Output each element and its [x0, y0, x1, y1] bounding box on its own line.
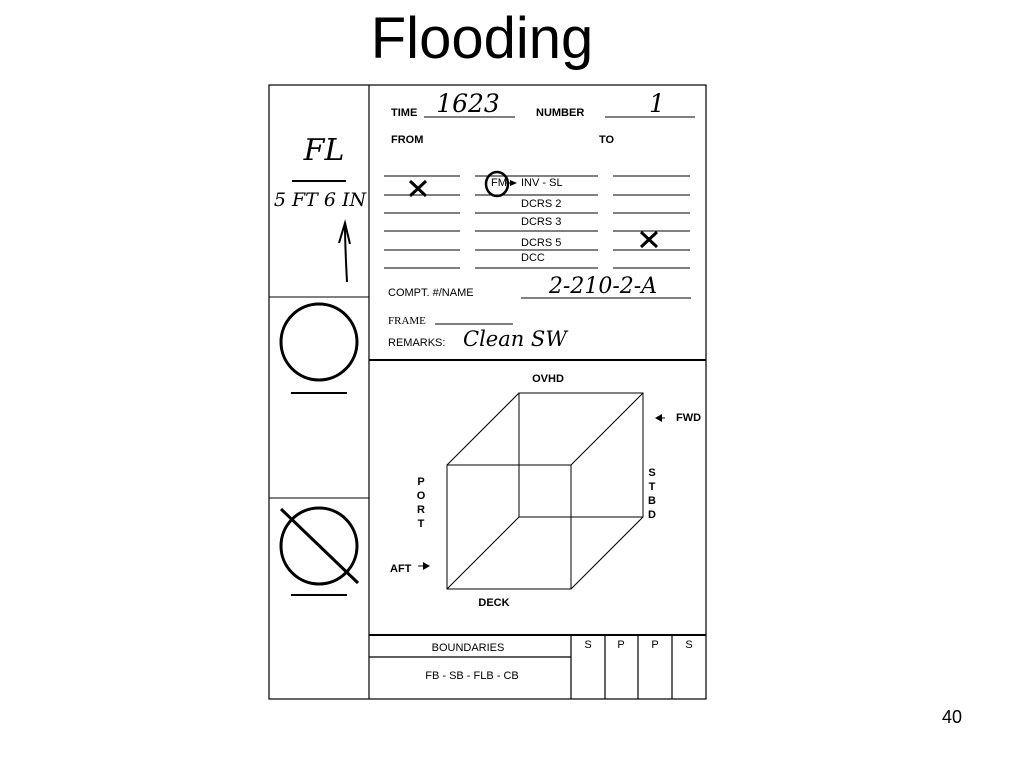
time-label: TIME [391, 107, 418, 119]
number-value[interactable]: 1 [649, 89, 665, 118]
port-letter: R [417, 504, 425, 516]
station-inv-sl[interactable]: INV - SL [521, 177, 563, 189]
time-value[interactable]: 1623 [436, 89, 500, 118]
boundary-col-p1[interactable]: P [617, 639, 625, 651]
casualty-code: FL [303, 133, 345, 168]
compartment-cube [447, 393, 643, 589]
port-letter: T [417, 518, 425, 530]
slashed-circle-symbol-icon [281, 508, 358, 595]
boundaries-label: BOUNDARIES [431, 642, 505, 654]
remarks-label: REMARKS: [388, 337, 446, 349]
to-check-x-icon [641, 232, 657, 247]
flood-depth: 5 FT 6 IN [273, 189, 367, 211]
to-field-lines [613, 176, 690, 268]
to-label: TO [599, 134, 615, 146]
circle-symbol-icon [281, 304, 357, 393]
fm-label: FM [491, 177, 507, 189]
from-check-x-icon [410, 181, 426, 196]
stbd-letter: D [648, 509, 656, 521]
boundary-col-p2[interactable]: P [651, 639, 659, 651]
from-label: FROM [391, 134, 424, 146]
page-number: 40 [941, 707, 963, 727]
ovhd-label: OVHD [532, 373, 564, 385]
boundary-col-s2[interactable]: S [685, 639, 693, 651]
boundaries-codes: FB - SB - FLB - CB [425, 670, 519, 682]
station-dcrs-3[interactable]: DCRS 3 [521, 216, 562, 228]
station-dcrs-5[interactable]: DCRS 5 [521, 237, 562, 249]
aft-label: AFT [390, 563, 412, 575]
compartment-label: COMPT. #/NAME [388, 287, 474, 299]
boundary-col-s1[interactable]: S [584, 639, 592, 651]
station-dcc[interactable]: DCC [521, 252, 545, 264]
number-label: NUMBER [536, 107, 585, 119]
from-field-lines [384, 176, 460, 268]
stbd-letter: T [648, 481, 656, 493]
port-letter: P [417, 476, 425, 488]
slide-title: Flooding [370, 6, 594, 71]
fwd-label: FWD [676, 412, 702, 424]
stbd-label [648, 467, 656, 521]
remarks-value[interactable]: Clean SW [463, 327, 567, 351]
stbd-letter: B [648, 495, 656, 507]
stbd-letter: S [648, 467, 656, 479]
compartment-value[interactable]: 2-210-2-A [548, 274, 658, 299]
aft-arrow-icon [418, 562, 430, 570]
deck-label: DECK [478, 597, 510, 609]
rising-arrow-icon [339, 223, 350, 282]
fwd-arrow-icon [655, 414, 665, 422]
frame-label: FRAME [388, 315, 426, 327]
port-label [417, 476, 426, 530]
station-dcrs-2[interactable]: DCRS 2 [521, 198, 562, 210]
port-letter: O [416, 490, 426, 502]
